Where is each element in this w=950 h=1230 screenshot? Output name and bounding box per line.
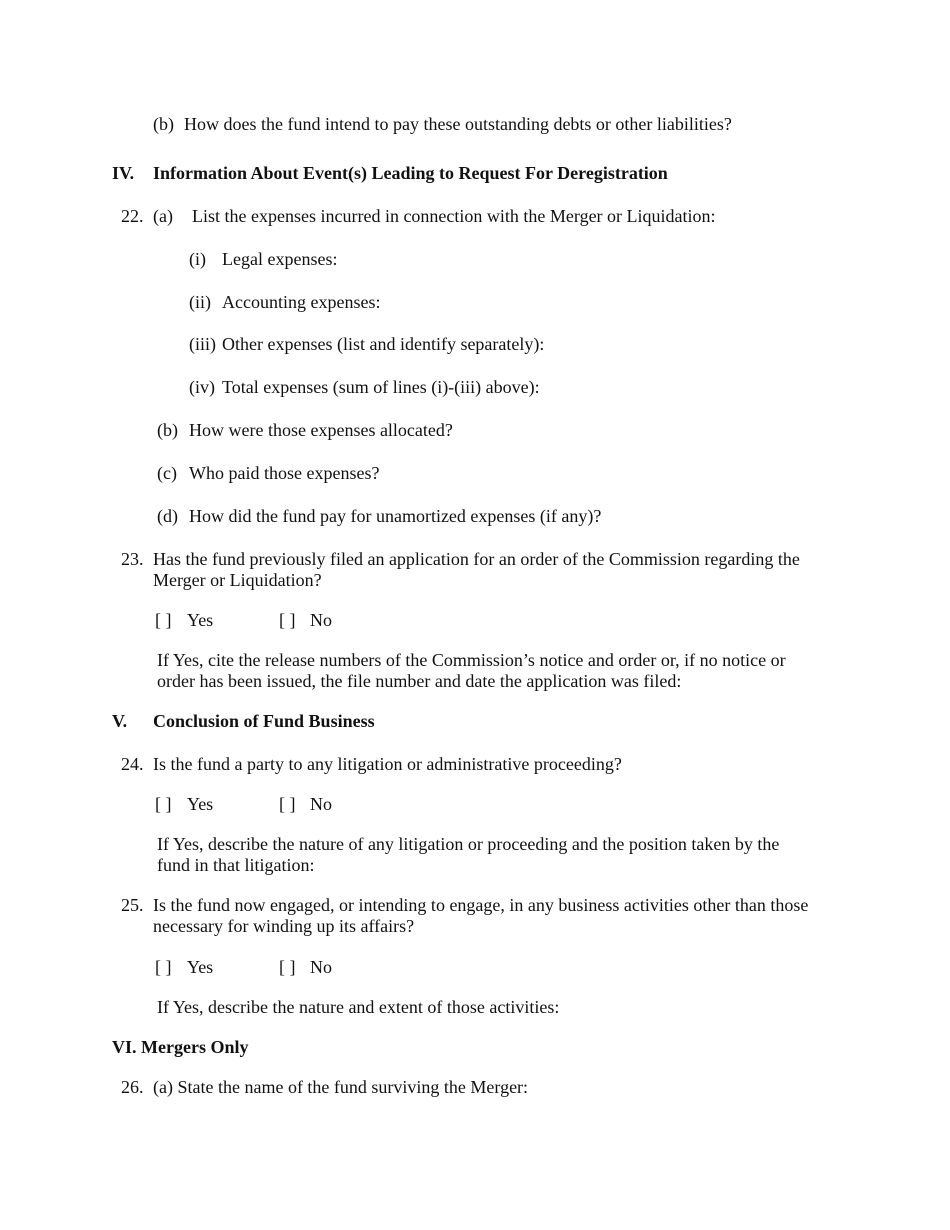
q24-followup-line1: If Yes, describe the nature of any litigation or proceeding and the position taken by the — [157, 834, 780, 854]
q22-d-marker: (d) — [157, 506, 178, 526]
q24-yes-checkbox[interactable]: [ ] — [155, 794, 172, 814]
q22-c-marker: (c) — [157, 463, 177, 483]
q22-c-text: Who paid those expenses? — [189, 463, 380, 483]
q22-b-text: How were those expenses allocated? — [189, 420, 453, 440]
q22-iv-marker: (iv) — [189, 377, 215, 397]
q22-iii-marker: (iii) — [189, 334, 216, 354]
q21-b-text: How does the fund intend to pay these outstanding debts or other liabilities? — [184, 114, 732, 134]
q23-no-checkbox[interactable]: [ ] — [279, 610, 296, 630]
q26-a-text: (a) State the name of the fund surviving the Merger: — [153, 1077, 529, 1097]
q22-d-text: How did the fund pay for unamortized expenses (if any)? — [189, 506, 602, 526]
q25-text-line2: necessary for winding up its affairs? — [153, 916, 415, 936]
q22-iv-text: Total expenses (sum of lines (i)-(iii) above): — [222, 377, 540, 397]
section-vi-title: VI. Mergers Only — [112, 1037, 249, 1057]
q26-number: 26. — [121, 1077, 144, 1097]
q22-ii-text: Accounting expenses: — [222, 292, 381, 312]
q25-yes-checkbox[interactable]: [ ] — [155, 957, 172, 977]
q23-text-line1: Has the fund previously filed an application for an order of the Commission regarding the — [153, 549, 800, 569]
q22-i-marker: (i) — [189, 249, 206, 269]
q24-followup-line2: fund in that litigation: — [157, 855, 315, 875]
q24-no-label: No — [310, 794, 332, 814]
q23-followup-line2: order has been issued, the file number and date the application was filed: — [157, 671, 682, 691]
q23-no-label: No — [310, 610, 332, 630]
q22-iii-text: Other expenses (list and identify separately): — [222, 334, 545, 354]
q24-text-line1: Is the fund a party to any litigation or administrative proceeding? — [153, 754, 622, 774]
q23-number: 23. — [121, 549, 144, 569]
q25-yes-label: Yes — [187, 957, 214, 977]
q22-a-marker: (a) — [153, 206, 173, 226]
q23-yes-label: Yes — [187, 610, 214, 630]
q24-yes-label: Yes — [187, 794, 214, 814]
q21-b-marker: (b) — [153, 114, 174, 134]
q25-no-checkbox[interactable]: [ ] — [279, 957, 296, 977]
q25-number: 25. — [121, 895, 144, 915]
section-v-title: Conclusion of Fund Business — [153, 711, 375, 731]
section-iv-numeral: IV. — [112, 163, 135, 183]
q23-yes-checkbox[interactable]: [ ] — [155, 610, 172, 630]
q22-number: 22. — [121, 206, 144, 226]
q25-no-label: No — [310, 957, 332, 977]
section-iv-title: Information About Event(s) Leading to Request For Deregistration — [153, 163, 668, 183]
q25-followup-line1: If Yes, describe the nature and extent of those activities: — [157, 997, 560, 1017]
q22-i-text: Legal expenses: — [222, 249, 338, 269]
q22-a-text: List the expenses incurred in connection with the Merger or Liquidation: — [192, 206, 716, 226]
section-v-numeral: V. — [112, 711, 128, 731]
q22-b-marker: (b) — [157, 420, 178, 440]
q25-text-line1: Is the fund now engaged, or intending to engage, in any business activities other than those — [153, 895, 809, 915]
q23-text-line2: Merger or Liquidation? — [153, 570, 322, 590]
q22-ii-marker: (ii) — [189, 292, 211, 312]
q24-no-checkbox[interactable]: [ ] — [279, 794, 296, 814]
q24-number: 24. — [121, 754, 144, 774]
q23-followup-line1: If Yes, cite the release numbers of the Commission’s notice and order or, if no notice or — [157, 650, 786, 670]
